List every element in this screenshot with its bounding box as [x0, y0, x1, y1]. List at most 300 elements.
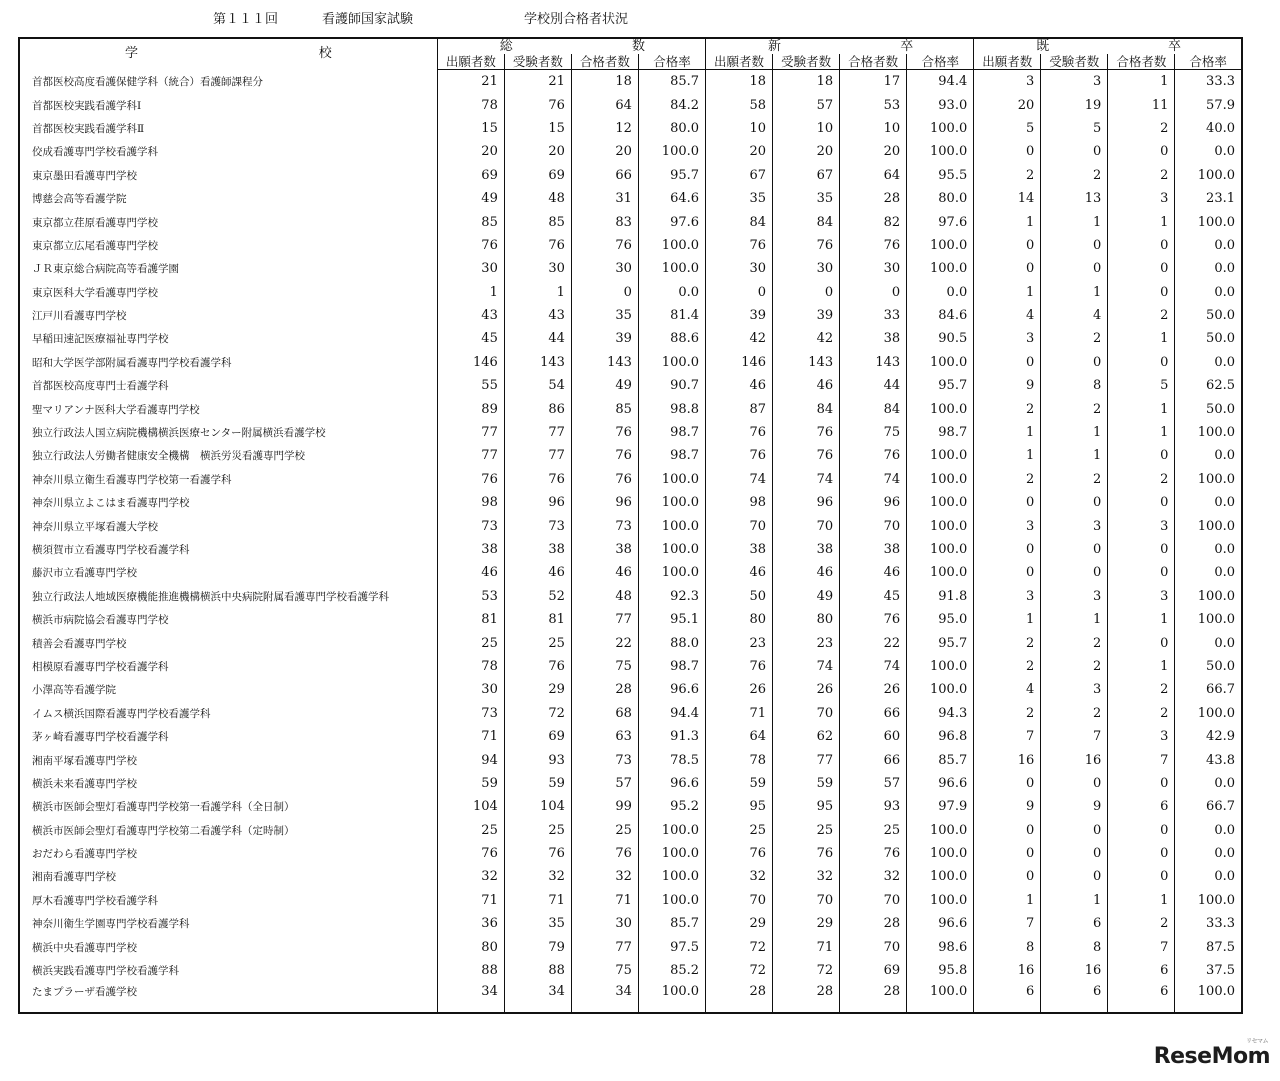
- table-cell: 20: [571, 140, 638, 163]
- table-cell: 96.8: [907, 725, 974, 748]
- table-cell: 32: [571, 865, 638, 888]
- table-cell: 100.0: [638, 351, 705, 374]
- table-cell: 85.7: [638, 912, 705, 935]
- table-cell: 68: [571, 702, 638, 725]
- table-cell: 98.7: [638, 444, 705, 467]
- table-row: [19, 678, 1242, 701]
- table-row: [19, 959, 1242, 982]
- table-cell: 66.7: [1175, 795, 1242, 818]
- table-cell: 100.0: [907, 655, 974, 678]
- table-row: [19, 795, 1242, 818]
- table-cell: 72: [706, 935, 773, 958]
- table-cell: 100.0: [907, 538, 974, 561]
- table-cell: 100.0: [907, 117, 974, 140]
- table-cell: 0: [571, 281, 638, 304]
- table-cell: 17: [840, 70, 907, 94]
- table-cell: 33.3: [1175, 912, 1242, 935]
- table-cell: 88.0: [638, 631, 705, 654]
- table-cell: 1: [1041, 608, 1108, 631]
- table-cell: 4: [974, 304, 1041, 327]
- table-cell: 77: [773, 748, 840, 771]
- table-cell: 84.6: [907, 304, 974, 327]
- table-cell: 44: [840, 374, 907, 397]
- table-row: [19, 210, 1242, 233]
- table-cell: 80: [706, 608, 773, 631]
- table-cell: 73: [504, 514, 571, 537]
- table-cell: 97.6: [907, 210, 974, 233]
- results-table: [18, 37, 1243, 1014]
- table-cell: 69: [437, 164, 504, 187]
- table-cell: 1: [1041, 889, 1108, 912]
- table-cell: 38: [504, 538, 571, 561]
- table-cell: 84: [773, 210, 840, 233]
- table-cell: 30: [571, 912, 638, 935]
- table-cell: 96.6: [907, 912, 974, 935]
- table-cell: 1: [1108, 655, 1175, 678]
- table-row: [19, 702, 1242, 725]
- table-cell: 100.0: [907, 678, 974, 701]
- table-cell: 76: [571, 421, 638, 444]
- table-cell: 98.8: [638, 397, 705, 420]
- school-name: 聖マリアンナ医科大学看護専門学校: [19, 397, 437, 420]
- table-cell: 30: [571, 257, 638, 280]
- table-cell: 20: [504, 140, 571, 163]
- table-cell: 25: [840, 819, 907, 842]
- table-cell: 10: [706, 117, 773, 140]
- table-cell: 100.0: [638, 468, 705, 491]
- table-cell: 100.0: [1175, 608, 1242, 631]
- table-cell: 16: [1041, 959, 1108, 982]
- table-cell: 0: [974, 351, 1041, 374]
- table-row: [19, 397, 1242, 420]
- table-cell: 0: [1041, 538, 1108, 561]
- table-cell: 1: [1108, 327, 1175, 350]
- table-cell: 77: [571, 608, 638, 631]
- table-cell: 88: [437, 959, 504, 982]
- table-cell: 7: [1108, 935, 1175, 958]
- table-cell: 76: [571, 842, 638, 865]
- table-cell: 10: [840, 117, 907, 140]
- table-row: [19, 444, 1242, 467]
- table-cell: 76: [840, 608, 907, 631]
- table-cell: 100.0: [907, 257, 974, 280]
- table-cell: 31: [571, 187, 638, 210]
- table-cell: 5: [974, 117, 1041, 140]
- table-cell: 42.9: [1175, 725, 1242, 748]
- table-cell: 5: [1041, 117, 1108, 140]
- table-cell: 95: [773, 795, 840, 818]
- table-cell: 100.0: [1175, 702, 1242, 725]
- table-cell: 0.0: [1175, 234, 1242, 257]
- table-cell: 6: [974, 982, 1041, 1013]
- table-cell: 104: [504, 795, 571, 818]
- table-cell: 4: [1041, 304, 1108, 327]
- table-row: [19, 748, 1242, 771]
- school-name: イムス横浜国際看護専門学校看護学科: [19, 702, 437, 725]
- table-row: [19, 187, 1242, 210]
- table-cell: 20: [840, 140, 907, 163]
- table-cell: 30: [773, 257, 840, 280]
- school-name: 横須賀市立看護専門学校看護学科: [19, 538, 437, 561]
- table-cell: 50.0: [1175, 655, 1242, 678]
- table-cell: 42: [706, 327, 773, 350]
- table-cell: 66: [840, 702, 907, 725]
- table-cell: 85.7: [907, 748, 974, 771]
- table-cell: 3: [1041, 585, 1108, 608]
- table-cell: 0: [1108, 234, 1175, 257]
- table-cell: 0.0: [907, 281, 974, 304]
- table-cell: 75: [571, 655, 638, 678]
- table-cell: 74: [773, 468, 840, 491]
- table-cell: 11: [1108, 93, 1175, 116]
- table-cell: 6: [1041, 982, 1108, 1013]
- school-name: 横浜実践看護専門学校看護学科: [19, 959, 437, 982]
- table-cell: 76: [840, 842, 907, 865]
- table-cell: 95.5: [907, 164, 974, 187]
- table-cell: 80: [437, 935, 504, 958]
- table-cell: 46: [706, 374, 773, 397]
- table-cell: 100.0: [907, 842, 974, 865]
- school-name: 藤沢市立看護専門学校: [19, 561, 437, 584]
- table-cell: 1: [974, 210, 1041, 233]
- table-cell: 100.0: [1175, 982, 1242, 1013]
- table-row: [19, 93, 1242, 116]
- table-cell: 1: [437, 281, 504, 304]
- table-cell: 38: [840, 538, 907, 561]
- table-cell: 28: [706, 982, 773, 1013]
- table-cell: 95.8: [907, 959, 974, 982]
- table-cell: 71: [437, 889, 504, 912]
- table-cell: 25: [571, 819, 638, 842]
- table-cell: 62: [773, 725, 840, 748]
- school-name: 神奈川衛生学園専門学校看護学科: [19, 912, 437, 935]
- school-name: 首都医校高度看護保健学科（統合）看護師課程分: [19, 70, 437, 94]
- table-cell: 6: [1108, 982, 1175, 1013]
- table-cell: 76: [773, 842, 840, 865]
- table-cell: 80: [773, 608, 840, 631]
- table-cell: 39: [773, 304, 840, 327]
- table-cell: 0: [1041, 772, 1108, 795]
- table-cell: 39: [571, 327, 638, 350]
- table-cell: 76: [706, 421, 773, 444]
- table-cell: 0: [773, 281, 840, 304]
- table-cell: 98: [437, 491, 504, 514]
- table-cell: 0: [974, 491, 1041, 514]
- table-cell: 2: [1041, 468, 1108, 491]
- table-cell: 96: [840, 491, 907, 514]
- table-cell: 25: [504, 631, 571, 654]
- table-cell: 72: [504, 702, 571, 725]
- table-cell: 0.0: [1175, 561, 1242, 584]
- table-cell: 100.0: [907, 889, 974, 912]
- table-cell: 76: [773, 234, 840, 257]
- table-cell: 0: [1108, 819, 1175, 842]
- table-cell: 10: [773, 117, 840, 140]
- table-cell: 0: [1108, 257, 1175, 280]
- table-cell: 0: [1041, 561, 1108, 584]
- table-row: [19, 655, 1242, 678]
- table-cell: 2: [1108, 678, 1175, 701]
- table-cell: 50.0: [1175, 397, 1242, 420]
- table-cell: 59: [504, 772, 571, 795]
- table-cell: 7: [974, 725, 1041, 748]
- table-cell: 80.0: [907, 187, 974, 210]
- table-cell: 7: [974, 912, 1041, 935]
- table-cell: 100.0: [638, 982, 705, 1013]
- table-cell: 58: [706, 93, 773, 116]
- table-cell: 76: [706, 842, 773, 865]
- table-cell: 94: [437, 748, 504, 771]
- table-cell: 90.7: [638, 374, 705, 397]
- table-cell: 7: [1041, 725, 1108, 748]
- table-cell: 20: [437, 140, 504, 163]
- table-cell: 50: [706, 585, 773, 608]
- table-cell: 25: [437, 819, 504, 842]
- table-cell: 0.0: [638, 281, 705, 304]
- table-cell: 2: [1041, 702, 1108, 725]
- school-name: 東京都立広尾看護専門学校: [19, 234, 437, 257]
- table-cell: 85: [504, 210, 571, 233]
- table-cell: 0: [1041, 491, 1108, 514]
- table-cell: 9: [974, 795, 1041, 818]
- table-row: [19, 468, 1242, 491]
- table-cell: 100.0: [1175, 889, 1242, 912]
- table-cell: 85: [437, 210, 504, 233]
- table-cell: 0: [1041, 351, 1108, 374]
- table-cell: 25: [437, 631, 504, 654]
- table-cell: 0: [1108, 538, 1175, 561]
- table-cell: 0: [1108, 281, 1175, 304]
- table-cell: 70: [773, 889, 840, 912]
- table-cell: 71: [571, 889, 638, 912]
- table-cell: 32: [840, 865, 907, 888]
- report-title-bar: [0, 8, 1280, 30]
- table-cell: 1: [974, 281, 1041, 304]
- table-cell: 1: [974, 608, 1041, 631]
- table-cell: 53: [437, 585, 504, 608]
- table-cell: 100.0: [907, 397, 974, 420]
- sub-header: 出願者数: [437, 54, 504, 70]
- table-cell: 2: [1041, 327, 1108, 350]
- table-cell: 0: [706, 281, 773, 304]
- table-cell: 57.9: [1175, 93, 1242, 116]
- table-cell: 3: [974, 70, 1041, 94]
- table-cell: 76: [773, 444, 840, 467]
- table-cell: 76: [437, 234, 504, 257]
- table-cell: 0.0: [1175, 491, 1242, 514]
- table-cell: 74: [840, 468, 907, 491]
- table-cell: 43.8: [1175, 748, 1242, 771]
- school-name: 横浜市医師会聖灯看護専門学校第一看護学科（全日制）: [19, 795, 437, 818]
- table-row: [19, 889, 1242, 912]
- table-cell: 33: [840, 304, 907, 327]
- table-cell: 84: [773, 397, 840, 420]
- sub-header: 合格率: [907, 54, 974, 70]
- table-row: [19, 491, 1242, 514]
- table-cell: 2: [974, 468, 1041, 491]
- table-cell: 42: [773, 327, 840, 350]
- school-name: 独立行政法人国立病院機構横浜医療センター附属横浜看護学校: [19, 421, 437, 444]
- table-cell: 25: [504, 819, 571, 842]
- table-cell: 37.5: [1175, 959, 1242, 982]
- table-cell: 93: [840, 795, 907, 818]
- table-cell: 0: [1108, 491, 1175, 514]
- table-cell: 12: [571, 117, 638, 140]
- table-cell: 0: [1108, 772, 1175, 795]
- table-cell: 96: [571, 491, 638, 514]
- table-cell: 146: [706, 351, 773, 374]
- table-row: [19, 421, 1242, 444]
- table-cell: 54: [504, 374, 571, 397]
- table-cell: 73: [571, 514, 638, 537]
- table-cell: 46: [571, 561, 638, 584]
- table-cell: 9: [974, 374, 1041, 397]
- table-cell: 72: [706, 959, 773, 982]
- table-cell: 8: [1041, 374, 1108, 397]
- table-cell: 86: [504, 397, 571, 420]
- table-cell: 6: [1041, 912, 1108, 935]
- table-cell: 46: [840, 561, 907, 584]
- school-name: 博慈会高等看護学院: [19, 187, 437, 210]
- table-cell: 85: [571, 397, 638, 420]
- table-cell: 1: [974, 444, 1041, 467]
- table-cell: 6: [1108, 795, 1175, 818]
- table-cell: 77: [437, 444, 504, 467]
- table-cell: 64.6: [638, 187, 705, 210]
- table-cell: 1: [504, 281, 571, 304]
- table-cell: 100.0: [907, 444, 974, 467]
- table-cell: 94.4: [907, 70, 974, 94]
- table-cell: 143: [571, 351, 638, 374]
- group-header-total: 総 数: [437, 38, 705, 54]
- table-cell: 0: [1108, 631, 1175, 654]
- school-name: 神奈川県立よこはま看護専門学校: [19, 491, 437, 514]
- table-cell: 77: [504, 421, 571, 444]
- school-name: 早稲田速記医療福祉専門学校: [19, 327, 437, 350]
- school-name: 湘南平塚看護専門学校: [19, 748, 437, 771]
- report-title: 学校別合格者状況: [524, 12, 629, 27]
- table-cell: 94.3: [907, 702, 974, 725]
- table-row: [19, 631, 1242, 654]
- table-cell: 0.0: [1175, 281, 1242, 304]
- table-cell: 28: [571, 678, 638, 701]
- table-cell: 73: [437, 702, 504, 725]
- table-cell: 95.7: [907, 374, 974, 397]
- table-cell: 66.7: [1175, 678, 1242, 701]
- table-cell: 38: [437, 538, 504, 561]
- table-cell: 98: [706, 491, 773, 514]
- table-cell: 2: [1041, 397, 1108, 420]
- table-cell: 23: [706, 631, 773, 654]
- table-cell: 0.0: [1175, 772, 1242, 795]
- table-cell: 34: [571, 982, 638, 1013]
- table-cell: 1: [1041, 210, 1108, 233]
- table-cell: 32: [773, 865, 840, 888]
- table-row: [19, 304, 1242, 327]
- table-cell: 100.0: [1175, 421, 1242, 444]
- table-cell: 34: [437, 982, 504, 1013]
- table-cell: 74: [773, 655, 840, 678]
- table-cell: 100.0: [638, 234, 705, 257]
- school-name: 首都医校実践看護学科Ⅱ: [19, 117, 437, 140]
- exam-round: 第１１１回: [213, 12, 279, 27]
- table-cell: 15: [504, 117, 571, 140]
- table-cell: 0: [1041, 257, 1108, 280]
- table-cell: 0.0: [1175, 631, 1242, 654]
- table-cell: 2: [974, 655, 1041, 678]
- table-row: [19, 772, 1242, 795]
- table-cell: 100.0: [638, 140, 705, 163]
- table-cell: 81: [504, 608, 571, 631]
- table-cell: 78: [706, 748, 773, 771]
- table-cell: 100.0: [638, 257, 705, 280]
- table-cell: 70: [840, 889, 907, 912]
- table-cell: 2: [974, 164, 1041, 187]
- table-cell: 70: [773, 702, 840, 725]
- table-cell: 95.7: [907, 631, 974, 654]
- table-cell: 26: [706, 678, 773, 701]
- table-cell: 2: [1108, 702, 1175, 725]
- table-cell: 90.5: [907, 327, 974, 350]
- table-cell: 143: [504, 351, 571, 374]
- school-name: 横浜市医師会聖灯看護専門学校第二看護学科（定時制）: [19, 819, 437, 842]
- table-cell: 19: [1041, 93, 1108, 116]
- school-name: 横浜市病院協会看護専門学校: [19, 608, 437, 631]
- group-header-new-graduates: 新 卒: [706, 38, 974, 54]
- table-cell: 93: [504, 748, 571, 771]
- table-cell: 2: [1108, 912, 1175, 935]
- table-cell: 2: [1108, 304, 1175, 327]
- table-cell: 67: [706, 164, 773, 187]
- table-cell: 25: [773, 819, 840, 842]
- table-cell: 1: [1041, 281, 1108, 304]
- table-cell: 100.0: [1175, 514, 1242, 537]
- table-cell: 26: [840, 678, 907, 701]
- table-cell: 100.0: [907, 561, 974, 584]
- table-cell: 45: [840, 585, 907, 608]
- table-cell: 3: [1108, 725, 1175, 748]
- table-cell: 1: [974, 421, 1041, 444]
- sub-header: 出願者数: [974, 54, 1041, 70]
- table-cell: 0: [974, 257, 1041, 280]
- table-cell: 100.0: [1175, 468, 1242, 491]
- table-cell: 40.0: [1175, 117, 1242, 140]
- table-cell: 29: [773, 912, 840, 935]
- table-cell: 73: [571, 748, 638, 771]
- table-cell: 84: [706, 210, 773, 233]
- school-name: たまプラーザ看護学校: [19, 982, 437, 1013]
- table-cell: 22: [571, 631, 638, 654]
- table-cell: 67: [773, 164, 840, 187]
- table-cell: 76: [706, 234, 773, 257]
- table-cell: 0: [1108, 561, 1175, 584]
- table-row: [19, 351, 1242, 374]
- sub-header: 受験者数: [773, 54, 840, 70]
- school-name: 独立行政法人地域医療機能推進機構横浜中央病院附属看護専門学校看護学科: [19, 585, 437, 608]
- table-cell: 71: [706, 702, 773, 725]
- table-cell: 3: [1041, 678, 1108, 701]
- school-name: 江戸川看護専門学校: [19, 304, 437, 327]
- sub-header: 出願者数: [706, 54, 773, 70]
- table-cell: 2: [1108, 117, 1175, 140]
- table-cell: 0: [974, 538, 1041, 561]
- table-cell: 69: [504, 164, 571, 187]
- table-cell: 94.4: [638, 702, 705, 725]
- table-cell: 70: [773, 514, 840, 537]
- table-cell: 85.7: [638, 70, 705, 94]
- table-cell: 76: [437, 468, 504, 491]
- table-cell: 20: [773, 140, 840, 163]
